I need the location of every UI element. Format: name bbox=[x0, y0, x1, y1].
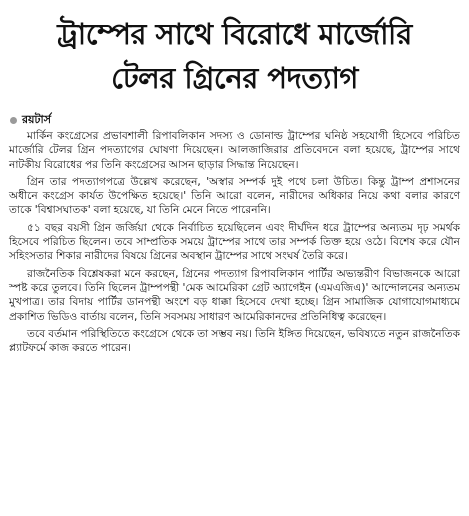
byline-source: রয়টার্স bbox=[22, 113, 51, 126]
paragraph-4: রাজনৈতিক বিশ্লেষকরা মনে করছেন, গ্রিনের পদত্যাগ রিপাবলিকান পার্টির অভ্যন্তরীণ বিভাজনকে আরো স্পষ্ট করে তুলবে। তিনি ছিলেন ট্রাম্পপন্থী 'মেক আমেরিকা গ্রেট অ্যাগেইন (এমএজিএ)' আন্দোলনের অন্যতম মুখপাত্র। তার বিদায় পার্টির ডানপন্থী অংশে বড় ধাক্কা হিসেবে দেখা হচ্ছে। গ্রিন সামাজিক যোগাযোগমাধ্যমে প্রকাশিত ভিডিও বার্তায় বলেন, তিনি সবসময় সাধারণ আমেরিকানদের প্রতিনিধিত্ব করেছেন। bbox=[9, 267, 460, 323]
headline bbox=[9, 0, 460, 100]
paragraph-3: ৫১ বছর বয়সী গ্রিন জর্জিয়া থেকে নির্বাচিত হয়েছিলেন এবং দীর্ঘদিন ধরে ট্রাম্পের অন্যতম দৃঢ় সমর্থক হিসেবে পরিচিত ছিলেন। তবে সাম্প্রতিক সময়ে ট্রাম্পের সাথে তার সম্পর্ক তিক্ত হয়ে ওঠে। বিশেষ করে যৌন সহিংসতার শিকার নারীদের বিষয়ে গ্রিনের অবস্থান ট্রাম্পের সাথে সংঘর্ষ তৈরি করে। bbox=[9, 221, 460, 263]
bullet-icon bbox=[10, 117, 17, 124]
headline-line-1: ট্রাম্পের সাথে বিরোধে মার্জোরি bbox=[57, 17, 412, 51]
paragraph-2: গ্রিন তার পদত্যাগপত্রে উল্লেখ করেছেন, 'অস্বার সম্পর্ক দুই পথে চলা উচিত। কিন্তু ট্রাম্প প্রশাসনের অধীনে কংগ্রেস কার্যত উপেক্ষিত হয়েছে।' তিনি আরো বলেন, নারীদের অধিকার নিয়ে কথা বলার কারণে তাকে 'বিশ্বাসঘাতক' বলা হয়েছে, যা তিনি মেনে নিতে পারেননি। bbox=[9, 175, 460, 217]
paragraph-1: মার্কিন কংগ্রেসের প্রভাবশালী রিপাবলিকান সদস্য ও ডোনাল্ড ট্রাম্পের ঘনিষ্ঠ সহযোগী হিসেবে পরিচিত মার্জোরি টেলর গ্রিন পদত্যাগের ঘোষণা দিয়েছেন। আলজাজিরার প্রতিবেদনে বলা হয়েছে, ট্রাম্পের সাথে নাটকীয় বিরোধের পর তিনি কংগ্রেসের আসন ছাড়ার সিদ্ধান্ত নিয়েছেন। bbox=[9, 130, 460, 171]
paragraph-5: তবে বর্তমান পরিস্থিতিতে কংগ্রেসে থেকে তা সম্ভব নয়। তিনি ইঙ্গিত দিয়েছেন, ভবিষ্যতে নতুন রাজনৈতিক প্ল্যাটফর্মে কাজ করতে পারেন। bbox=[9, 327, 460, 355]
byline bbox=[9, 112, 460, 129]
headline-line-2: টেলর গ্রিনের পদত্যাগ bbox=[111, 61, 358, 95]
article-body bbox=[9, 129, 460, 355]
